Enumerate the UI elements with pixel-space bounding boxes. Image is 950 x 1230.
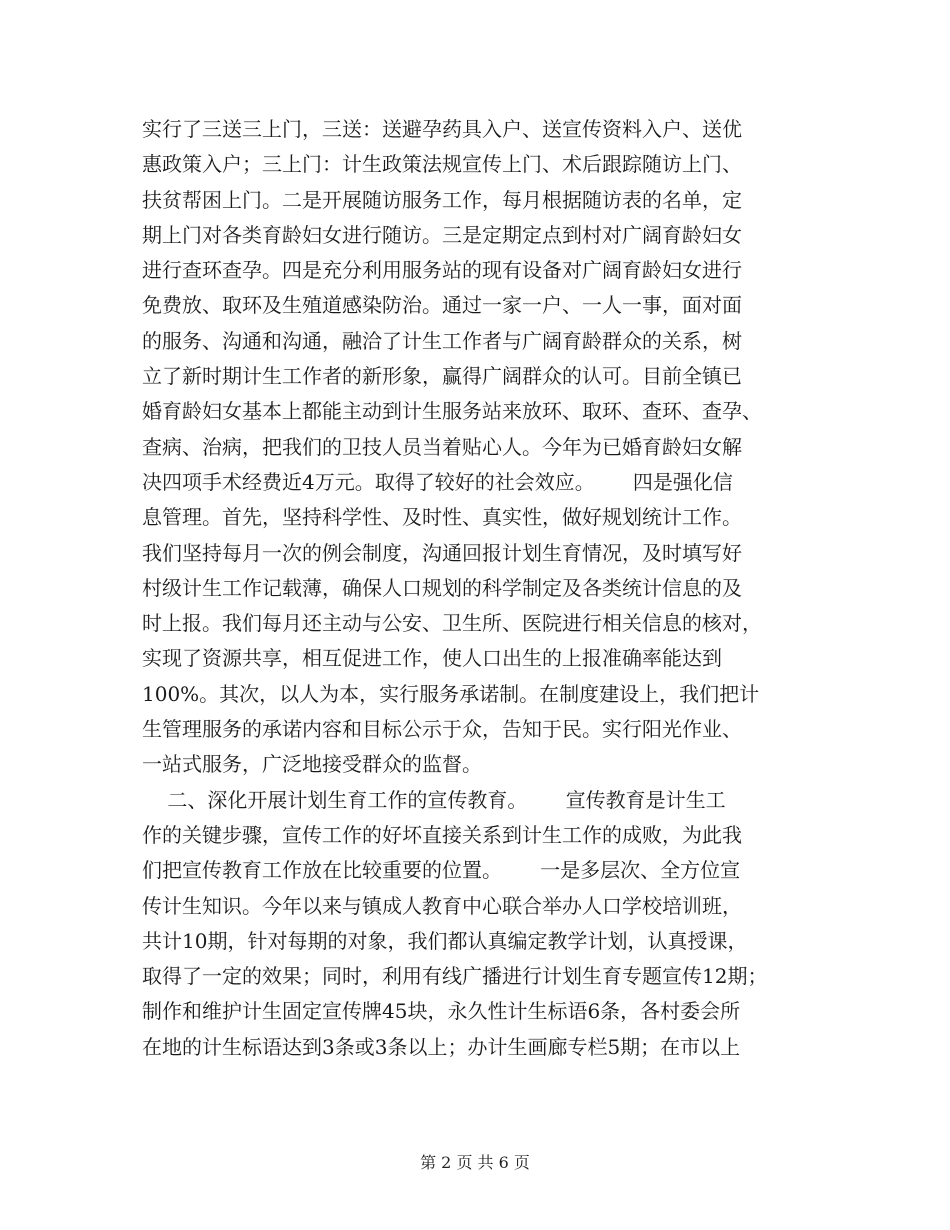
text-line: 免费放、取环及生殖道感染防治。通过一家一户、一人一事，面对面 [142, 293, 742, 318]
text-line: 我们坚持每月一次的例会制度，沟通回报计划生育情况，及时填写好 [142, 540, 742, 565]
text-line: 传计生知识。今年以来与镇成人教育中心联合举办人口学校培训班， [142, 893, 742, 918]
page-footer: 第 2 页 共 6 页 [420, 1153, 530, 1172]
text-line: 生管理服务的承诺内容和目标公示于众，告知于民。实行阳光作业、 [142, 717, 742, 742]
body-text [142, 112, 822, 1065]
text-line: 扶贫帮困上门。二是开展随访服务工作，每月根据随访表的名单，定 [142, 187, 742, 212]
text-line: 的服务、沟通和沟通，融洽了计生工作者与广阔育龄群众的关系，树 [142, 328, 742, 353]
text-line: 们把宣传教育工作放在比较重要的位置。 一是多层次、全方位宣 [142, 858, 741, 883]
text-line: 惠政策入户；三上门：计生政策法规宣传上门、术后跟踪随访上门、 [142, 152, 742, 177]
text-line: 实行了三送三上门，三送：送避孕药具入户、送宣传资料入户、送优 [142, 117, 742, 141]
text-line: 在地的计生标语达到3条或3条以上；办计生画廊专栏5期；在市以上 [142, 1034, 741, 1059]
text-line: 村级计生工作记载薄，确保人口规划的科学制定及各类统计信息的及 [142, 575, 742, 600]
text-line: 100%。其次，以人为本，实行服务承诺制。在制度建设上，我们把计 [142, 681, 760, 706]
text-line: 二、深化开展计划生育工作的宣传教育。 宣传教育是计生工 [142, 787, 726, 812]
text-line: 实现了资源共享，相互促进工作，使人口出生的上报准确率能达到 [142, 646, 722, 671]
text-line: 一站式服务，广泛地接受群众的监督。 [142, 752, 482, 777]
text-line: 进行查环查孕。四是充分利用服务站的现有设备对广阔育龄妇女进行 [142, 258, 742, 283]
text-line: 决四项手术经费近4万元。取得了较好的社会效应。 四是强化信 [142, 469, 733, 494]
text-line: 立了新时期计生工作者的新形象，赢得广阔群众的认可。目前全镇已 [142, 364, 742, 389]
text-line: 婚育龄妇女基本上都能主动到计生服务站来放环、取环、查环、查孕、 [142, 399, 762, 424]
text-line: 制作和维护计生固定宣传牌45块，永久性计生标语6条，各村委会所 [142, 999, 741, 1024]
text-line: 时上报。我们每月还主动与公安、卫生所、医院进行相关信息的核对， [142, 611, 762, 636]
text-line: 息管理。首先，坚持科学性、及时性、真实性，做好规划统计工作。 [142, 505, 742, 530]
text-line: 查病、治病，把我们的卫技人员当着贴心人。今年为已婚育龄妇女解 [142, 434, 742, 459]
text-line: 取得了一定的效果；同时，利用有线广播进行计划生育专题宣传12期； [142, 964, 768, 989]
text-line: 作的关键步骤，宣传工作的好坏直接关系到计生工作的成败，为此我 [142, 822, 742, 847]
text-line: 共计10期，针对每期的对象，我们都认真编定教学计划，认真授课， [142, 928, 748, 953]
text-line: 期上门对各类育龄妇女进行随访。三是定期定点到村对广阔育龄妇女 [142, 222, 742, 247]
